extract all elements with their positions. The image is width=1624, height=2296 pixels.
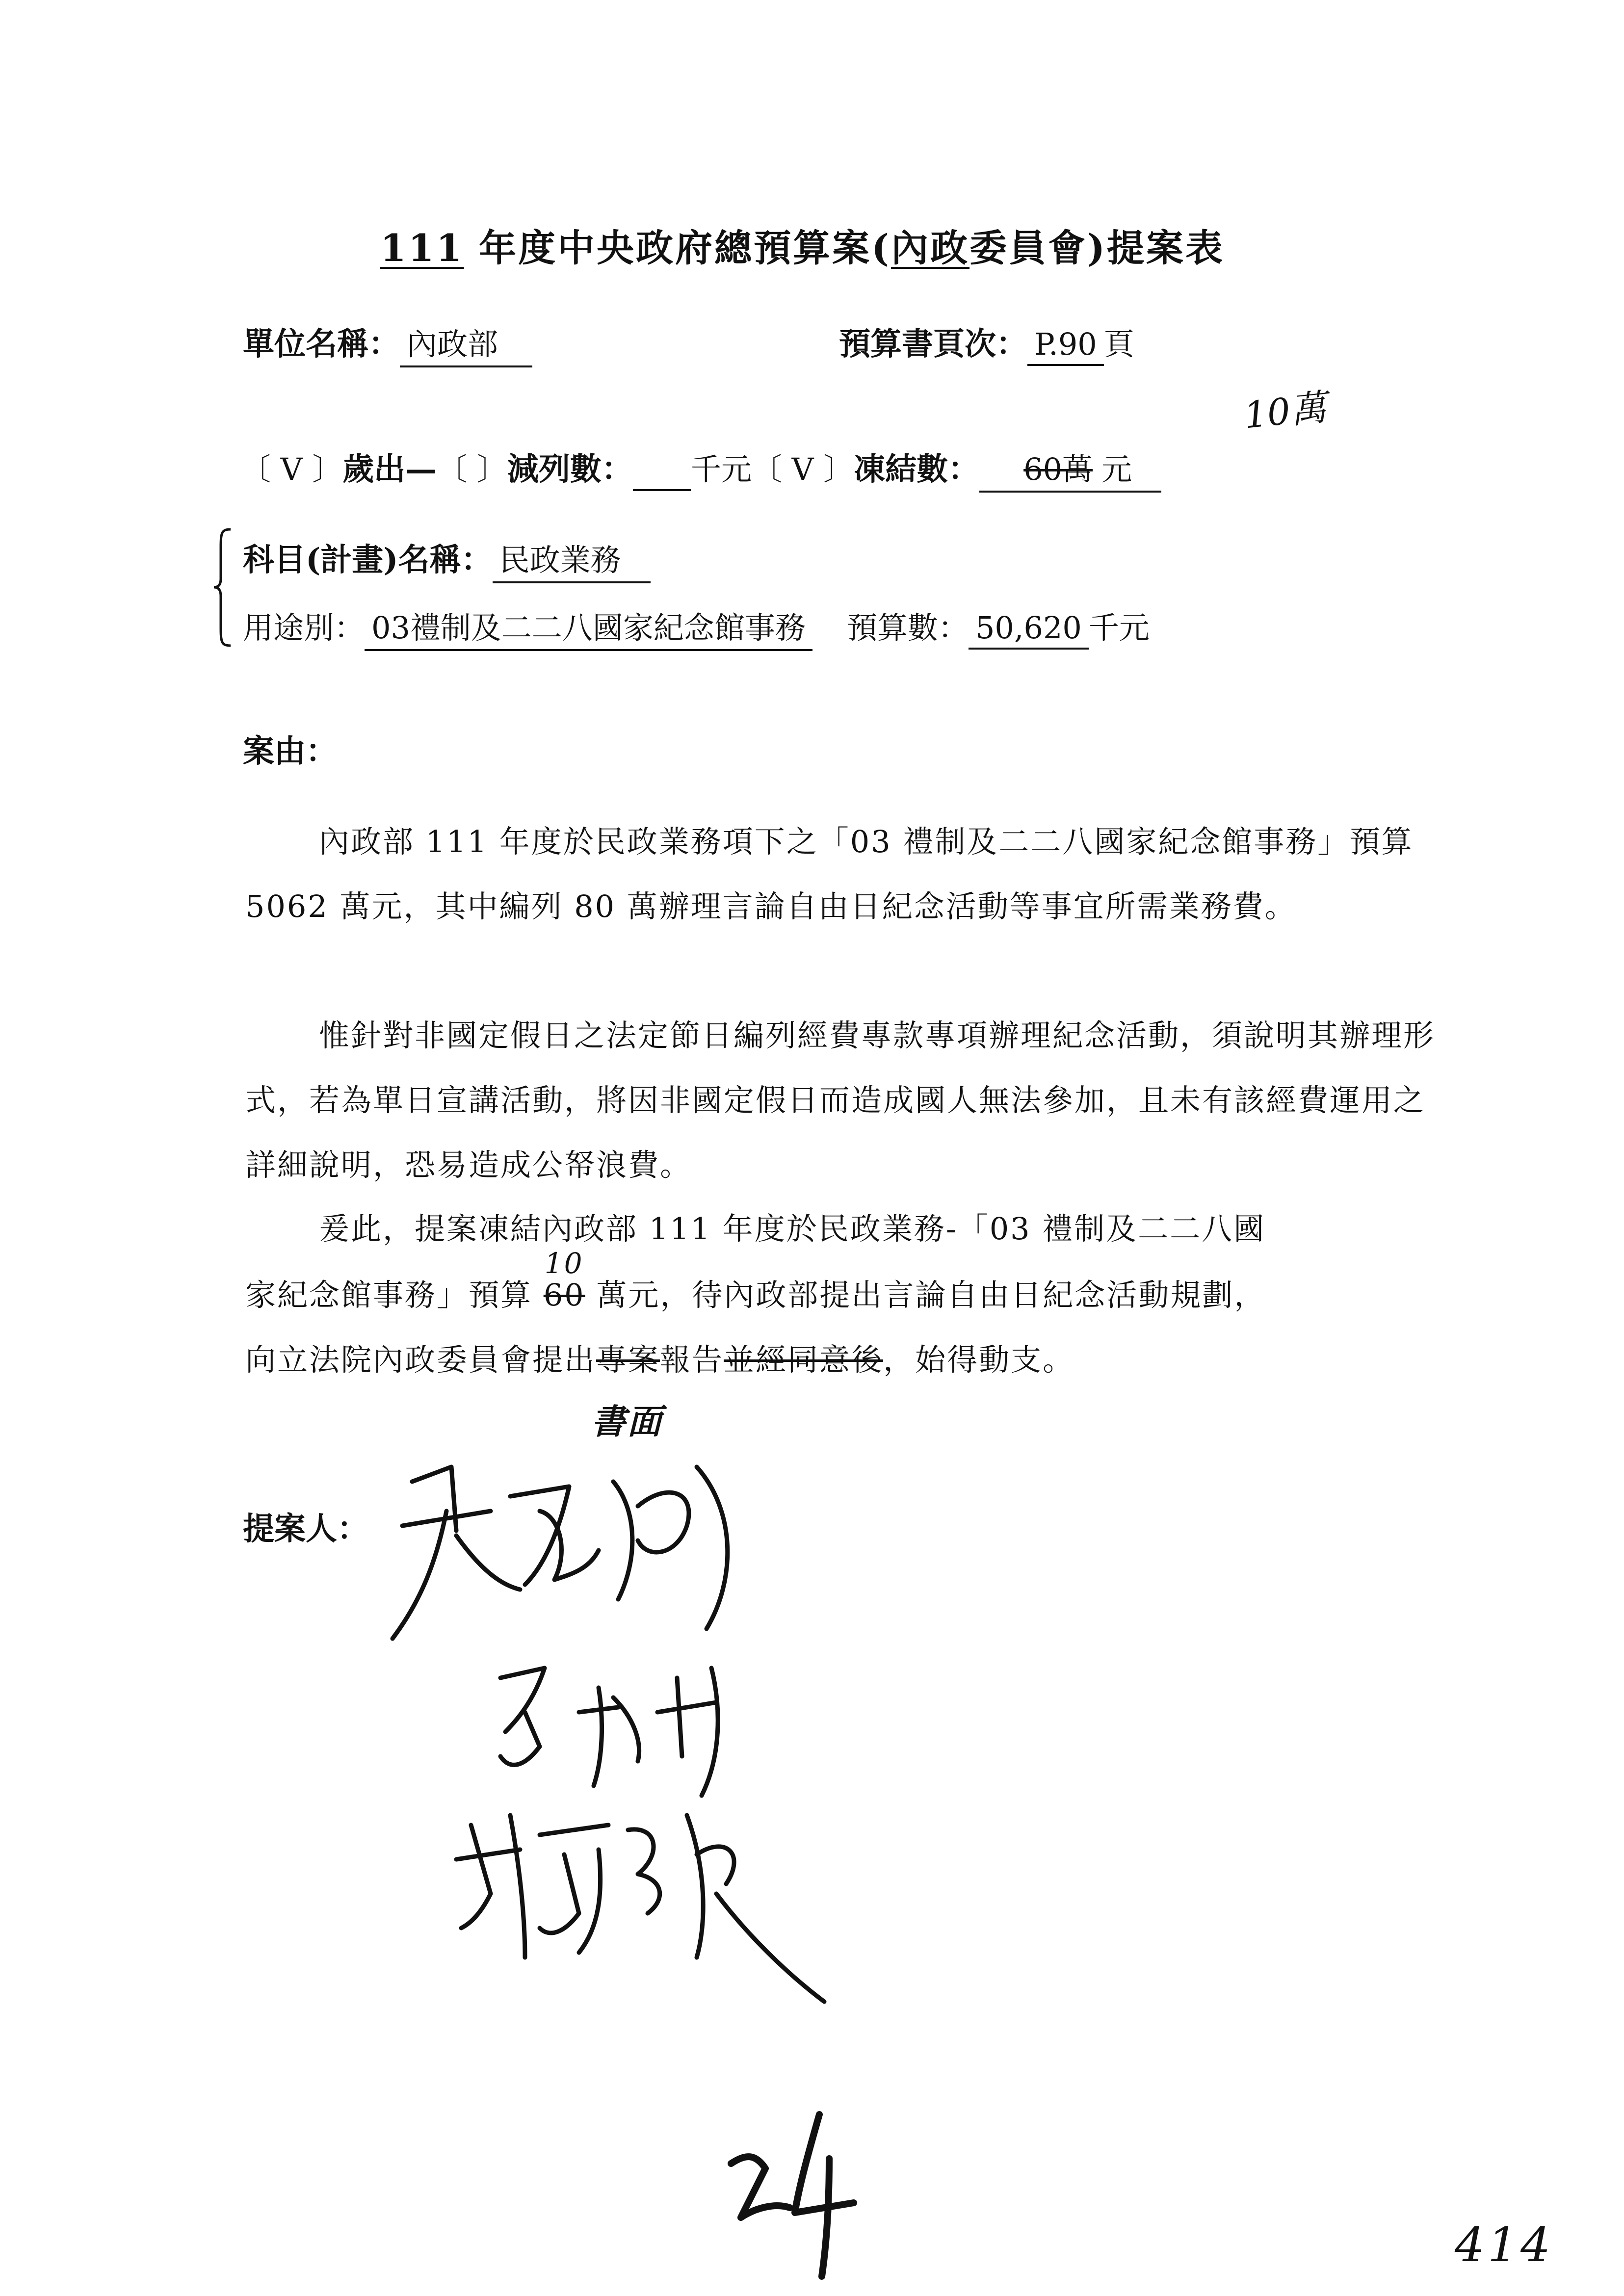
proposer-label: 提案人： xyxy=(243,1511,368,1547)
type-reduction: 減列數： xyxy=(507,451,633,488)
reason-paragraph-1: 內政部 111 年度於民政業務項下之「03 禮制及二二八國家紀念館事務」預算 5062 萬元，其中編列 80 萬辦理言論自由日紀念活動等事宜所需業務費。 xyxy=(245,824,1414,924)
page-mark: 414 xyxy=(1455,2218,1554,2272)
check-reduction: 〔 〕 xyxy=(437,451,507,487)
type-freeze: 凍結數： xyxy=(854,451,980,488)
usage-label: 用途別： xyxy=(243,610,365,646)
subject-brace xyxy=(212,527,232,648)
freeze-original-amount: 60萬 xyxy=(1023,451,1093,487)
usage-row xyxy=(243,603,1150,651)
usage-value: 03禮制及二二八國家紀念館事務 xyxy=(365,603,812,651)
handwritten-mark xyxy=(721,2105,868,2281)
budget-label: 預算數： xyxy=(846,610,969,646)
para3-line2a: 家紀念館事務」預算 xyxy=(245,1277,544,1313)
struck-word: 專案 xyxy=(596,1342,660,1378)
subject-label: 科目(計畫)名稱： xyxy=(243,542,493,578)
reason-paragraph-3-line-3 xyxy=(245,1335,1075,1442)
title-committee: 內政 xyxy=(891,226,970,270)
page-ref-suffix: 頁 xyxy=(1103,326,1134,362)
para3-line3b: 報告 xyxy=(660,1342,724,1378)
reason-paragraph-3-line-1: 爰此，提案凍結內政部 111 年度於民政業務-「03 禮制及二二八國 xyxy=(319,1211,1266,1247)
document-title xyxy=(380,218,1225,272)
budget-value: 50,620 xyxy=(969,610,1089,650)
action-row xyxy=(240,444,1161,493)
struck-amount: 60 xyxy=(543,1277,585,1313)
type-expenditure: 歲出— xyxy=(342,451,437,488)
title-year: 111 xyxy=(380,226,464,270)
unit-row xyxy=(243,319,532,367)
page-ref-label: 預算書頁次： xyxy=(839,326,1027,363)
inserted-word: 書面 xyxy=(591,1401,663,1442)
para3-line3c: ，始得動支。 xyxy=(883,1342,1075,1378)
unit-label: 單位名稱： xyxy=(243,326,400,363)
freeze-revised-amount: 10萬 xyxy=(1242,386,1329,437)
title-text-a: 年度中央政府總預算案( xyxy=(464,226,891,270)
page-ref-value: P.90 xyxy=(1027,326,1104,366)
signature-3 xyxy=(451,1796,824,2031)
freeze-amount-field xyxy=(979,445,1095,493)
para3-line2b: 萬元，待內政部提出言論自由日紀念活動規劃， xyxy=(585,1277,1266,1313)
unit-value: 內政部 xyxy=(400,320,532,367)
unit-thousand: 千元 xyxy=(690,451,752,487)
reason-paragraph-3-line-2 xyxy=(245,1247,1266,1314)
signature-1 xyxy=(383,1452,756,1658)
signature-2 xyxy=(491,1658,765,1805)
check-freeze: 〔 V 〕 xyxy=(751,451,854,487)
struck-phrase: 並經同意後 xyxy=(724,1342,884,1378)
subject-value: 民政業務 xyxy=(493,536,651,583)
check-expenditure: 〔 V 〕 xyxy=(240,451,343,487)
reason-label: 案由： xyxy=(243,733,337,770)
freeze-unit: 元 xyxy=(1095,445,1161,493)
inserted-amount: 10 xyxy=(544,1247,584,1280)
title-text-b: 委員會)提案表 xyxy=(969,226,1225,270)
page-ref-row xyxy=(839,319,1134,366)
budget-unit: 千元 xyxy=(1088,610,1150,646)
reduction-blank xyxy=(633,451,691,491)
subject-row xyxy=(243,535,651,583)
para3-line3a: 向立法院內政委員會提出 xyxy=(245,1342,597,1378)
reason-paragraph-2: 惟針對非國定假日之法定節日編列經費專款專項辦理紀念活動，須說明其辦理形式，若為單日宣講活動，將因非國定假日而造成國人無法參加，且未有該經費運用之詳細說明，恐易造成公帑浪費。 xyxy=(245,1018,1436,1183)
